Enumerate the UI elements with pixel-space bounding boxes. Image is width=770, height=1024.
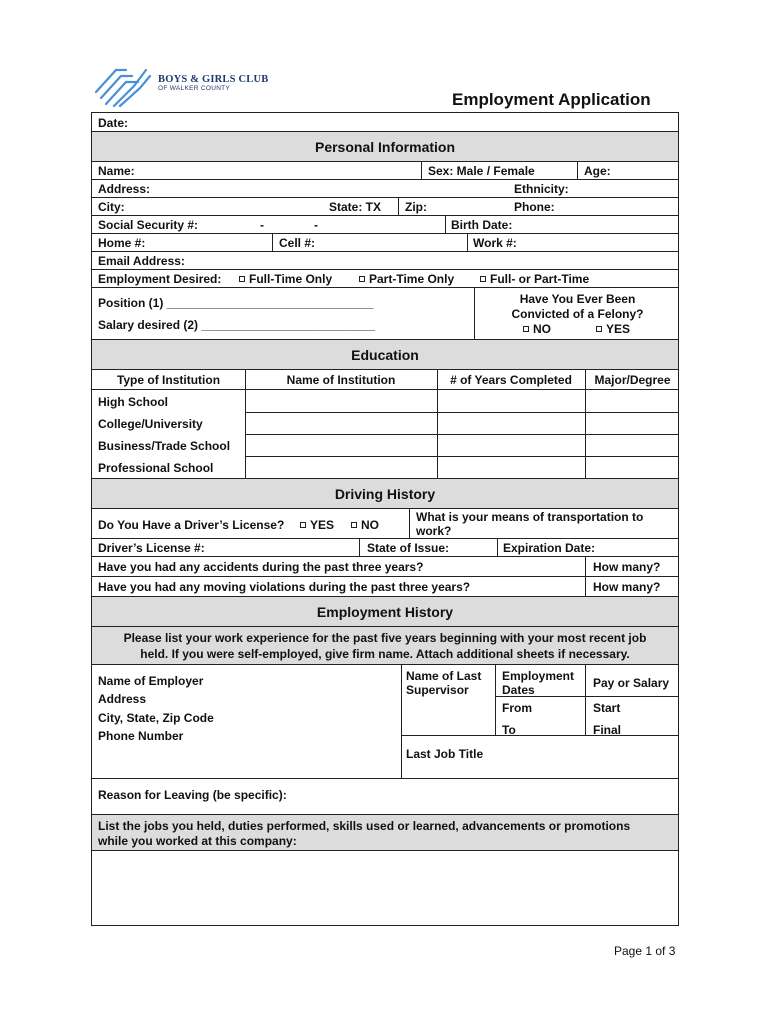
col-header-major: Major/Degree xyxy=(594,373,671,387)
name-label: Name: xyxy=(98,164,135,178)
sex-label: Sex: Male / Female xyxy=(428,164,535,178)
license-no-option[interactable] xyxy=(351,518,379,532)
organization-logo xyxy=(92,62,267,110)
cell-phone-label: Cell #: xyxy=(279,236,316,250)
page-number: Page 1 of 3 xyxy=(614,944,676,958)
license-yes-option[interactable] xyxy=(300,518,334,532)
final-pay-label[interactable]: Final xyxy=(593,723,622,737)
employer-name-label[interactable]: Name of Employer xyxy=(98,674,204,688)
violations-row[interactable] xyxy=(92,577,678,597)
checkbox-icon[interactable] xyxy=(596,326,602,332)
address-row[interactable] xyxy=(92,180,678,198)
club-hands-logo-icon xyxy=(92,62,154,108)
col-header-type: Type of Institution xyxy=(116,373,221,387)
personal-info-section-header xyxy=(92,132,678,162)
education-row-label: Professional School xyxy=(98,461,214,475)
transportation-question-line2: work? xyxy=(416,524,452,538)
employment-dates-label-line1: Employment xyxy=(502,669,575,683)
employment-heading: Employment History xyxy=(316,603,454,620)
felony-no-option[interactable] xyxy=(523,322,551,336)
issue-state-label: State of Issue: xyxy=(367,541,450,555)
violations-count-label: How many? xyxy=(593,580,661,594)
logo-subtitle: OF WALKER COUNTY xyxy=(158,85,231,92)
accidents-question: Have you had any accidents during the past three years? xyxy=(98,560,424,574)
pay-label: Pay or Salary xyxy=(593,676,670,690)
checkbox-icon[interactable] xyxy=(239,276,245,282)
email-label: Email Address: xyxy=(98,254,185,268)
education-section-header xyxy=(92,340,678,370)
checkbox-icon[interactable] xyxy=(480,276,486,282)
phone-label: Phone: xyxy=(514,200,555,214)
education-row-label: High School xyxy=(98,395,168,409)
age-label: Age: xyxy=(584,164,611,178)
education-row-label: College/University xyxy=(98,417,203,431)
license-no-label: NO xyxy=(361,518,379,532)
supervisor-label-line1: Name of Last xyxy=(406,669,482,683)
start-pay-label[interactable]: Start xyxy=(593,701,621,715)
ssn-separator: - xyxy=(314,218,318,232)
jobs-held-line1: List the jobs you held, duties performed, skills used or learned, advancements or promotions xyxy=(98,819,631,833)
date-label: Date: xyxy=(98,116,129,130)
felony-question-line1: Have You Ever Been xyxy=(519,292,636,306)
felony-yes-option[interactable] xyxy=(596,322,630,336)
ssn-label: Social Security #: xyxy=(98,218,199,232)
reason-for-leaving-label: Reason for Leaving (be specific): xyxy=(98,788,287,802)
date-row[interactable] xyxy=(92,113,678,132)
accidents-row[interactable] xyxy=(92,557,678,577)
education-table xyxy=(92,370,678,479)
accidents-count-label: How many? xyxy=(593,560,661,574)
checkbox-icon[interactable] xyxy=(523,326,529,332)
license-question-row xyxy=(92,509,678,539)
col-header-name: Name of Institution xyxy=(286,373,396,387)
work-phone-label: Work #: xyxy=(473,236,517,250)
supervisor-label-line2: Supervisor xyxy=(406,683,469,697)
application-form xyxy=(91,112,679,926)
logo-name: BOYS & GIRLS CLUB xyxy=(158,74,269,85)
employment-instructions xyxy=(92,627,678,665)
full-time-option[interactable] xyxy=(239,272,332,286)
employer-phone-label[interactable]: Phone Number xyxy=(98,729,184,743)
employment-section-header xyxy=(92,597,678,627)
checkbox-icon[interactable] xyxy=(300,522,306,528)
document-title: Employment Application xyxy=(452,90,651,109)
employer-block xyxy=(92,665,678,779)
education-row-label: Business/Trade School xyxy=(98,439,231,453)
ssn-row[interactable] xyxy=(92,216,678,234)
instructions-line2: held. If you were self-employed, give firm name. Attach additional sheets if necessary. xyxy=(140,647,630,661)
to-date-label[interactable]: To xyxy=(502,723,516,737)
ethnicity-label: Ethnicity: xyxy=(514,182,569,196)
last-job-title-label[interactable]: Last Job Title xyxy=(406,747,484,761)
license-question: Do You Have a Driver’s License? xyxy=(98,518,285,532)
driving-heading: Driving History xyxy=(334,485,436,502)
from-date-label[interactable]: From xyxy=(502,701,532,715)
employer-city-label[interactable]: City, State, Zip Code xyxy=(98,711,214,725)
part-time-label: Part-Time Only xyxy=(369,272,455,286)
jobs-held-header xyxy=(92,815,678,851)
employment-dates-label-line2: Dates xyxy=(502,683,535,697)
employment-desired-row xyxy=(92,270,678,288)
position-felony-row xyxy=(92,288,678,340)
birth-date-label: Birth Date: xyxy=(451,218,513,232)
license-number-label: Driver’s License #: xyxy=(98,541,205,555)
license-yes-label: YES xyxy=(310,518,335,532)
violations-question: Have you had any moving violations during the past three years? xyxy=(98,580,471,594)
zip-label: Zip: xyxy=(405,200,427,214)
city-row[interactable] xyxy=(92,198,678,216)
full-or-part-time-label: Full- or Part-Time xyxy=(490,272,590,286)
felony-no-label: NO xyxy=(533,322,551,336)
employment-desired-label: Employment Desired: xyxy=(98,272,222,286)
instructions-line1: Please list your work experience for the past five years beginning with your most recent job xyxy=(123,631,647,645)
home-phone-label: Home #: xyxy=(98,236,146,250)
full-or-part-time-option[interactable] xyxy=(480,272,589,286)
transportation-question-line1: What is your means of transportation to xyxy=(416,510,644,524)
employer-address-label[interactable]: Address xyxy=(98,692,147,706)
ssn-separator: - xyxy=(260,218,264,232)
city-label: City: xyxy=(98,200,125,214)
full-time-label: Full-Time Only xyxy=(249,272,333,286)
jobs-held-answer-area[interactable] xyxy=(92,851,678,925)
driving-section-header xyxy=(92,479,678,509)
personal-info-heading: Personal Information xyxy=(314,138,456,155)
education-heading: Education xyxy=(351,346,419,363)
checkbox-icon[interactable] xyxy=(351,522,357,528)
felony-question-line2: Convicted of a Felony? xyxy=(511,307,644,321)
phone-numbers-row[interactable] xyxy=(92,234,678,252)
license-details-row[interactable] xyxy=(92,539,678,557)
salary-field[interactable]: Salary desired (2) __________________________ xyxy=(98,318,375,332)
felony-yes-label: YES xyxy=(606,322,631,336)
name-row[interactable] xyxy=(92,162,678,180)
address-label: Address: xyxy=(98,182,151,196)
email-row[interactable] xyxy=(92,252,678,270)
checkbox-icon[interactable] xyxy=(359,276,365,282)
part-time-option[interactable] xyxy=(359,272,454,286)
expiration-date-label: Expiration Date: xyxy=(503,541,596,555)
state-label: State: TX xyxy=(329,200,382,214)
jobs-held-line2: while you worked at this company: xyxy=(98,834,297,848)
col-header-years: # of Years Completed xyxy=(450,373,572,387)
reason-for-leaving-row[interactable] xyxy=(92,779,678,815)
position-field[interactable]: Position (1) _______________________________ xyxy=(98,296,374,310)
